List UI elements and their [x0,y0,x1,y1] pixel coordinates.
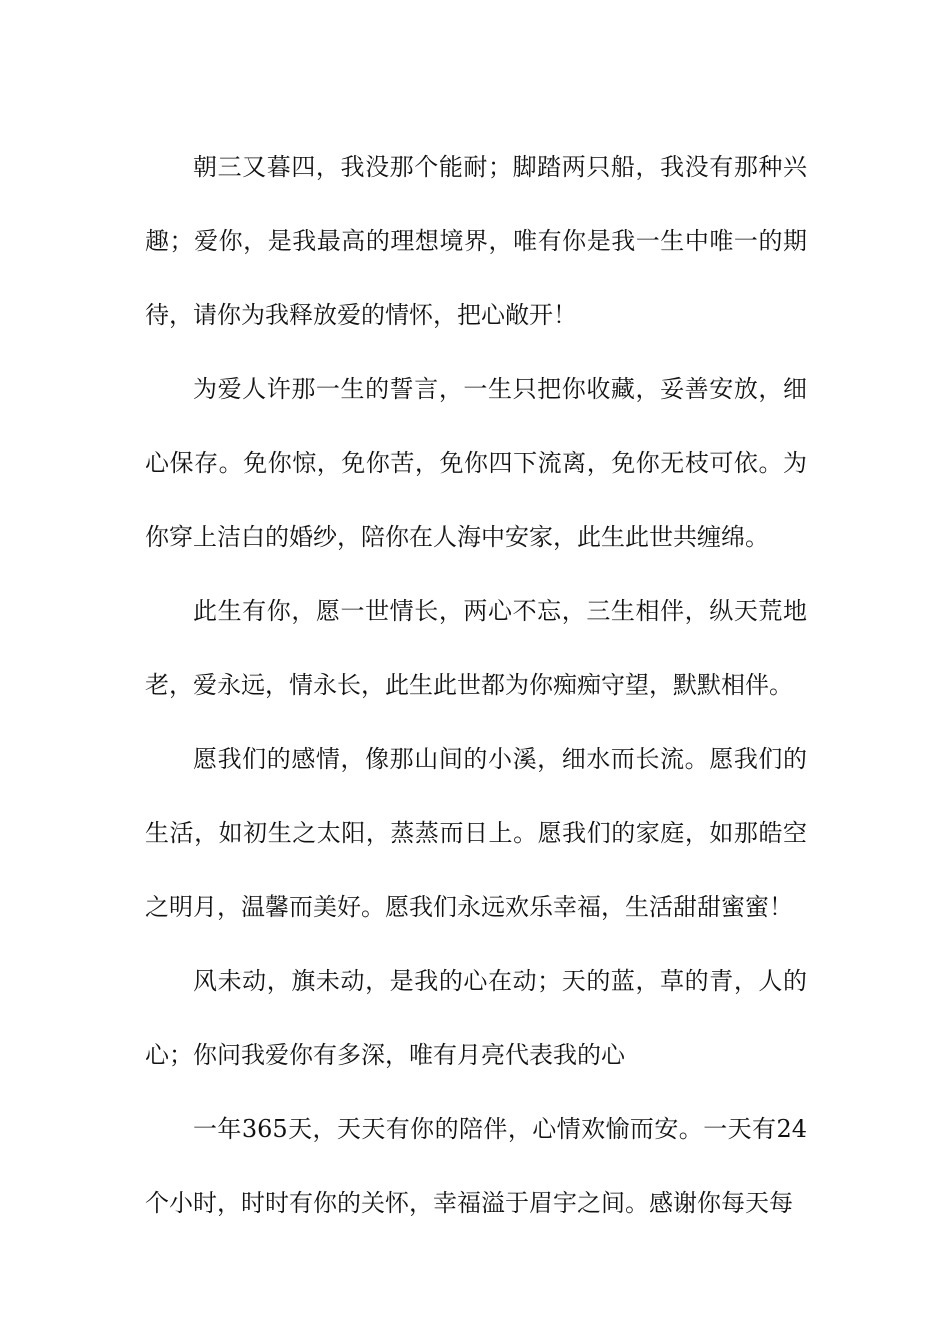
paragraph: 愿我们的感情，像那山间的小溪，细水而长流。愿我们的生活，如初生之太阳，蒸蒸而日上。愿我们的家庭，如那皓空之明月，温馨而美好。愿我们永远欢乐幸福，生活甜甜蜜蜜！ [145,745,807,921]
paragraph: 此生有你，愿一世情长，两心不忘，三生相伴，纵天荒地老，爱永远，情永长，此生此世都为你痴痴守望，默默相伴。 [145,597,807,699]
paragraph: 一年365天，天天有你的陪伴，心情欢愉而安。一天有24个小时，时时有你的关怀，幸福溢于眉宇之间。感谢你每天每 [145,1115,807,1217]
paragraph: 为爱人许那一生的誓言，一生只把你收藏，妥善安放，细心保存。免你惊，免你苦，免你四下流离，免你无枝可依。为你穿上洁白的婚纱，陪你在人海中安家，此生此世共缠绵。 [145,375,807,551]
document-body [145,130,807,1240]
paragraph: 朝三又暮四，我没那个能耐；脚踏两只船，我没有那种兴趣；爱你，是我最高的理想境界，唯有你是我一生中唯一的期待，请你为我释放爱的情怀，把心敞开！ [145,153,807,329]
paragraph: 风未动，旗未动，是我的心在动；天的蓝，草的青，人的心；你问我爱你有多深，唯有月亮代表我的心 [145,967,807,1069]
